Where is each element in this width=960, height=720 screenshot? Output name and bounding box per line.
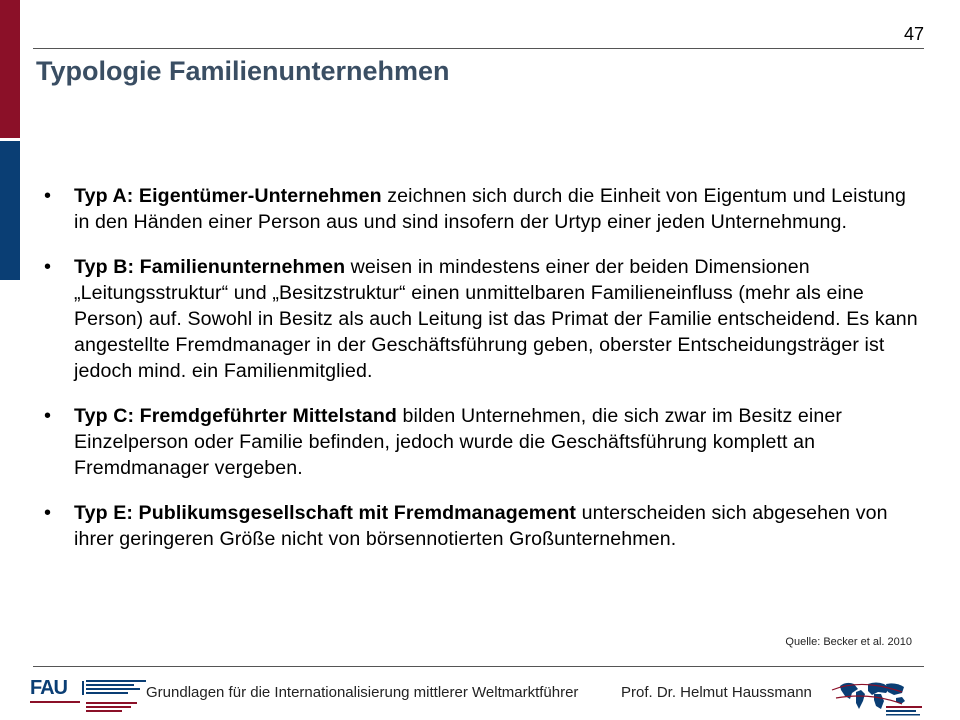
internationales-management-logo-icon — [826, 676, 926, 718]
bullet-description: unterscheiden sich abgesehen von ihrer geringeren Größe nicht von börsennotierten Großunternehmen. — [74, 502, 888, 550]
bullet-text — [74, 500, 922, 552]
bullet-text — [74, 254, 922, 384]
bullet-text — [74, 403, 922, 481]
fau-logo-icon — [30, 677, 150, 717]
bullet-item-typ-c — [44, 403, 922, 481]
bullet-icon: • — [44, 405, 52, 427]
bullet-icon: • — [44, 502, 52, 524]
accent-bar-red — [0, 0, 20, 138]
bullet-description: weisen in mindestens einer der beiden Dimensionen „Leitungsstruktur“ und „Besitzstruktur“ einen unmittelbaren Familieneinfluss (mehr als eine Person) auf. Sowohl in Besitz als auch Leitung ist das Primat der Familie entscheidend. Es kann angestellte Fremdmanager in der Geschäftsführung geben, oberster Entscheidungsträger ist jedoch mind. ein Familienmitglied. — [74, 256, 918, 382]
bullet-text — [74, 183, 922, 235]
fau-logo-subtitle-lines — [86, 680, 146, 696]
bullet-icon: • — [44, 185, 52, 207]
bullet-item-typ-e — [44, 500, 922, 552]
bullet-term: Typ B: Familienunternehmen — [74, 256, 346, 278]
bullet-list — [44, 183, 922, 571]
slide-title: Typologie Familienunternehmen — [36, 56, 450, 86]
bullet-icon: • — [44, 256, 52, 278]
fau-logo-faculty-lines — [86, 702, 146, 714]
fau-logo-text: FAU — [30, 677, 67, 699]
accent-bar-blue — [0, 141, 20, 280]
footer-divider — [33, 666, 924, 667]
bullet-description: bilden Unternehmen, die sich zwar im Besitz einer Einzelperson oder Familie befinden, jedoch wurde die Geschäftsführung komplett an Fremdmanager vergeben. — [74, 405, 842, 479]
footer-author: Prof. Dr. Helmut Haussmann — [621, 684, 812, 701]
fau-logo-separator — [82, 681, 84, 695]
header-divider — [33, 48, 924, 49]
footer-course-title: Grundlagen für die Internationalisierung mittlerer Weltmarktführer — [146, 684, 579, 701]
fau-logo-underline — [30, 701, 80, 703]
bullet-description: zeichnen sich durch die Einheit von Eigentum und Leistung in den Händen einer Person aus und sind insofern der Urtyp einer jeden Unternehmung. — [74, 185, 906, 233]
page-number: 47 — [903, 24, 924, 44]
bullet-term: Typ A: Eigentümer-Unternehmen — [74, 185, 382, 207]
bullet-term: Typ C: Fremdgeführter Mittelstand — [74, 405, 397, 427]
source-citation: Quelle: Becker et al. 2010 — [785, 636, 912, 648]
bullet-term: Typ E: Publikumsgesellschaft mit Fremdmanagement — [74, 502, 577, 524]
bullet-item-typ-a — [44, 183, 922, 235]
bullet-item-typ-b — [44, 254, 922, 384]
